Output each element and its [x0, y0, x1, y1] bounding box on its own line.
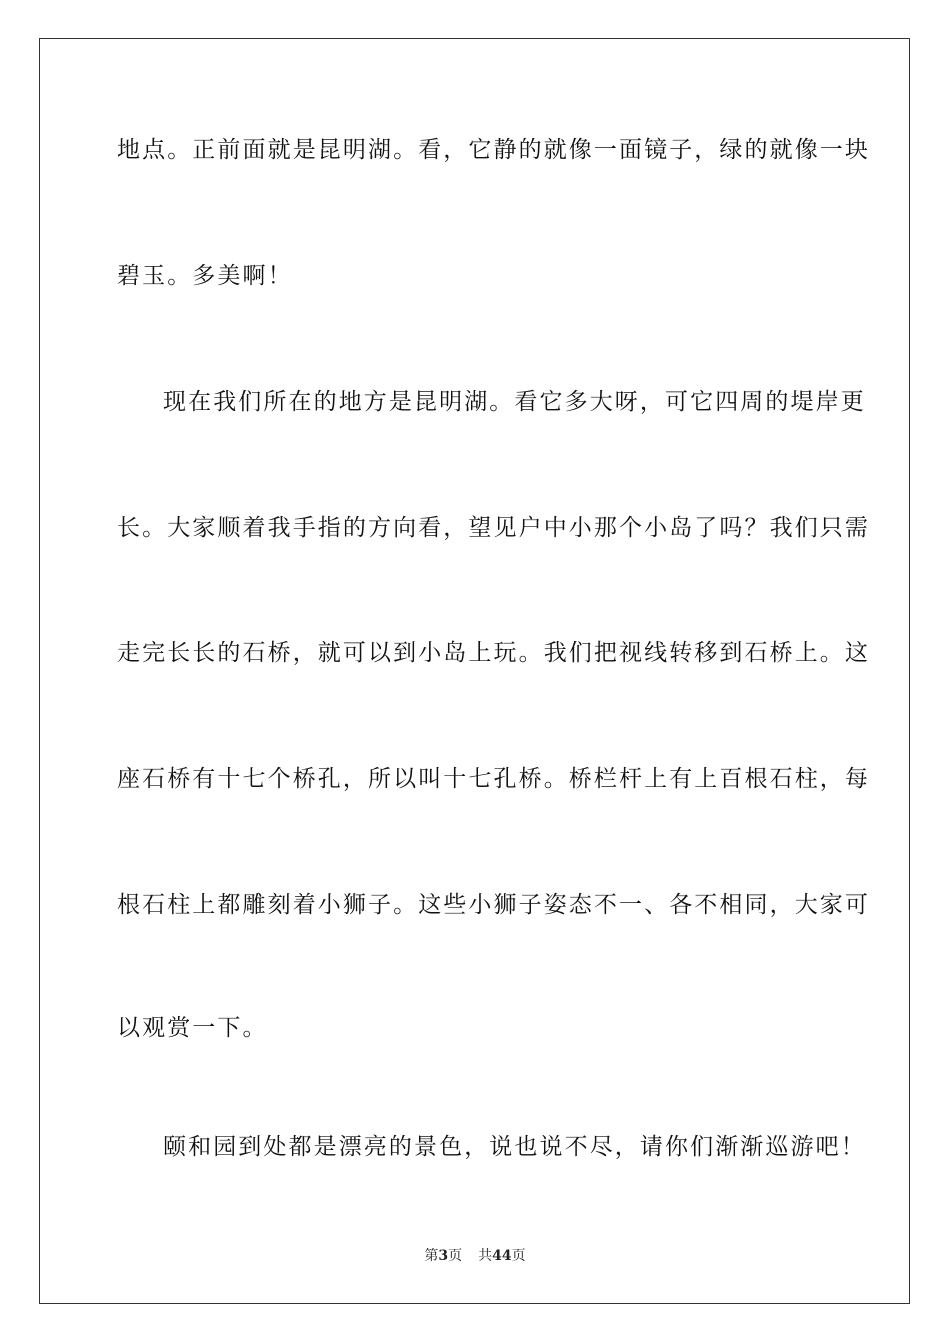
total-suffix: 页 [511, 1248, 526, 1264]
page-number: 3 [438, 1248, 449, 1264]
paragraph-start-line: 颐和园到处都是漂亮的景色，说也说不尽，请你们渐渐巡游吧！ [163, 1134, 866, 1160]
total-pages: 44 [492, 1248, 512, 1264]
body-text-line: 座石桥有十七个桥孔，所以叫十七孔桥。桥栏杆上有上百根石柱，每 [117, 766, 870, 792]
body-text-line: 碧玉。多美啊！ [117, 263, 293, 289]
page-footer [0, 1247, 950, 1265]
page-frame [39, 38, 910, 1304]
page-suffix: 页 [448, 1248, 463, 1264]
page-prefix: 第 [424, 1248, 439, 1264]
body-text-line: 根石柱上都雕刻着小狮子。这些小狮子姿态不一、各不相同，大家可 [117, 892, 870, 918]
total-prefix: 共 [478, 1248, 493, 1264]
body-text-line: 走完长长的石桥，就可以到小岛上玩。我们把视线转移到石桥上。这 [117, 640, 870, 666]
paragraph-start-line: 现在我们所在的地方是昆明湖。看它多大呀，可它四周的堤岸更 [163, 389, 866, 415]
body-text-line: 地点。正前面就是昆明湖。看，它静的就像一面镜子，绿的就像一块 [117, 137, 870, 163]
body-text-line: 以观赏一下。 [117, 1015, 268, 1041]
body-text-line: 长。大家顺着我手指的方向看，望见户中小那个小岛了吗？我们只需 [117, 515, 870, 541]
